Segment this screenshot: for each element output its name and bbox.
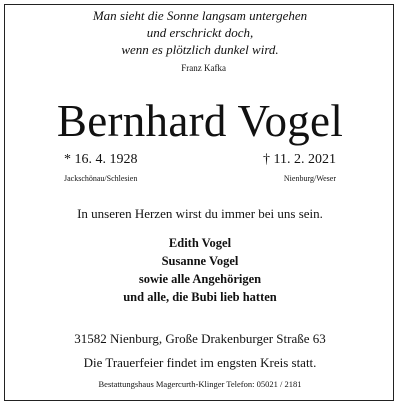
birth-date: * 16. 4. 1928 — [64, 152, 138, 167]
death-date: † 11. 2. 2021 — [263, 152, 336, 167]
funeral-note: Die Trauerfeier findet im engsten Kreis statt. — [83, 355, 317, 370]
death-place: Nienburg/Weser — [283, 174, 336, 183]
funeral-home-footer: Bestattungshaus Magercurth-Klinger Telefon: 05021 / 2181 — [98, 379, 302, 389]
dedication-text: In unseren Herzen wirst du immer bei uns sein. — [77, 206, 323, 221]
address-text: 31582 Nienburg, Große Drakenburger Straße 63 — [74, 331, 326, 346]
mourner: Susanne Vogel — [161, 254, 239, 268]
epigraph-quote — [0, 7, 400, 58]
birth-place: Jackschönau/Schlesien — [64, 174, 138, 183]
mourner: sowie alle Angehörigen — [138, 272, 262, 286]
quote-author: Franz Kafka — [181, 63, 226, 73]
mourners-list — [0, 234, 400, 306]
quote-line-3: wenn es plötzlich dunkel wird. — [121, 42, 279, 57]
mourner: und alle, die Bubi lieb hatten — [123, 290, 277, 304]
mourner: Edith Vogel — [168, 236, 232, 250]
deceased-name: Bernhard Vogel — [56, 96, 344, 146]
quote-line-2: und erschrickt doch, — [146, 25, 254, 40]
quote-line-1: Man sieht die Sonne langsam untergehen — [92, 8, 308, 23]
